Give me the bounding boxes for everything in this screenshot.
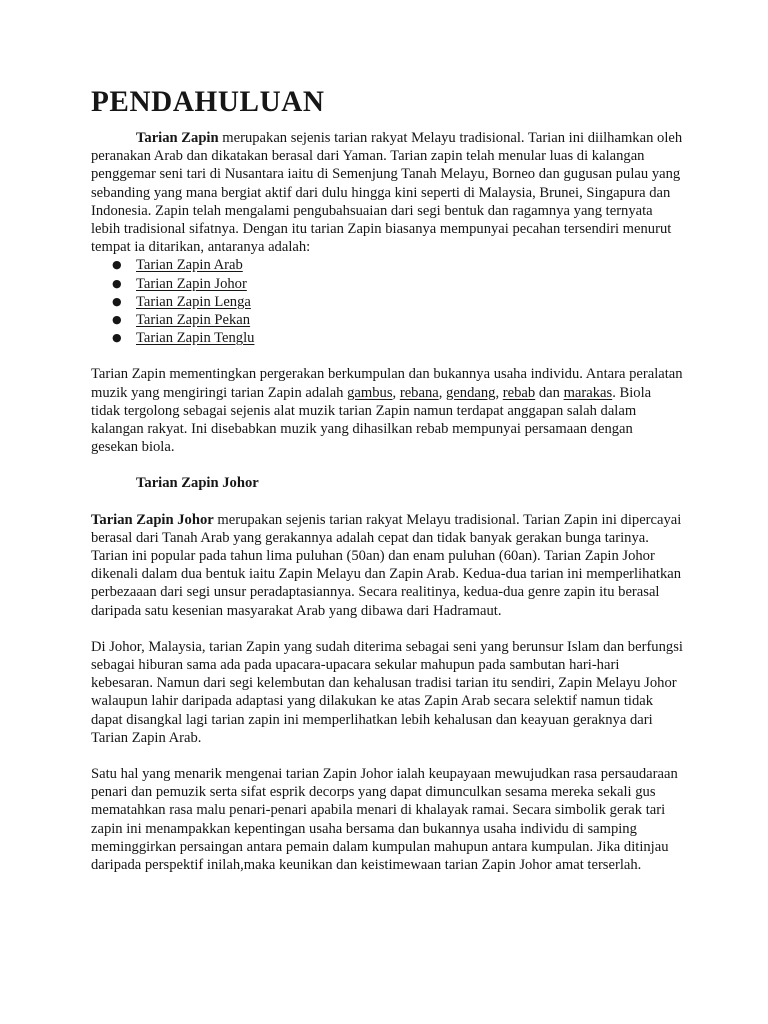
para2-text-2: . Biola tidak tergolong sebagai sejenis alat muzik tarian Zapin namun terdapat anggapan salah dalam kalangan rakyat. Ini disebabkan muzik yang dihasilkan rebab mempunyai persamaan dengan gesekan biola. [91,384,652,456]
para3-lead-bold: Tarian Zapin Johor [91,511,214,528]
spacer [91,620,683,638]
para2-sep-4: dan [535,384,564,401]
intro-paragraph [91,129,683,256]
spacer [91,456,683,474]
rebab-link[interactable]: rebab [502,384,536,401]
bullet-icon: ● [112,331,122,345]
para3-text: merupakan sejenis tarian rakyat Melayu tradisional. Tarian Zapin ini dipercayai berasal dari Tanah Arab yang gerakannya adalah cepat dan tidak banyak gerakan bunga tarinya. Tarian ini popular pada tahun lima puluhan (50an) dan enam puluhan (60an). Tarian Zapin Johor dikenali dalam dua bentuk iaitu Zapin Melayu dan Zapin Arab. Kedua-dua tarian ini memperlihatkan perbezaaan dari segi unsur peradaptasiannya. Secara realitinya, kedua-dua genre zapin itu berasal daripada satu kesenian masyarakat Arab yang dibawa dari Hadramaut. [91,511,682,619]
johor-malaysia-paragraph: Di Johor, Malaysia, tarian Zapin yang sudah diterima sebagai seni yang berunsur Islam dan berfungsi sebagai hiburan sama ada pada upacara-upacara sekular mahupun pada sambutan hari-hari kebesaran. Namun dari segi kelembutan dan kehalusan tradisi tarian itu sendiri, Zapin Melayu Johor walaupun lahir daripada adaptasi yang dilakukan ke atas Zapin Arab secara selektif namun tidak dapat disangkal lagi tarian zapin ini memperlihatkan lebih kehalusan dan keayuan geraknya dari Tarian Zapin Arab. [91,638,683,746]
list-item [112,256,683,274]
zapin-list [91,256,683,347]
rebana-link[interactable]: rebana [399,384,439,401]
intro-text: merupakan sejenis tarian rakyat Melayu tradisional. Tarian ini diilhamkan oleh peranakan Arab dan dikatakan berasal dari Yaman. Tarian zapin telah menular luas di kalangan penggemar seni tari di Nusantara iaitu di Semenjung Tanah Melayu, Borneo dan gugusan pulau yang sebanding yang mana bergiat aktif dari dulu hingga kini seperti di Malaysia, Brunei, Singapura dan Indonesia. Zapin telah mengalami pengubahsuaian dari segi bentuk dan ragamnya yang ternyata lebih tradisional sifatnya. Dengan itu tarian Zapin biasanya mempunyai pecahan tersendiri menurut tempat ia ditarikan, antaranya adalah: [91,130,683,256]
marakas-link[interactable]: marakas [563,384,613,401]
gendang-link[interactable]: gendang [446,384,496,401]
list-item [112,293,683,311]
zapin-tenglu-link[interactable]: Tarian Zapin Tenglu [136,330,255,347]
para2-sep-1: , [392,384,400,401]
intro-lead-bold: Tarian Zapin [136,130,219,146]
zapin-arab-link[interactable]: Tarian Zapin Arab [136,257,243,274]
bullet-icon: ● [112,276,122,290]
spacer [91,493,683,511]
document-body [91,86,683,874]
list-item [112,329,683,347]
bullet-icon: ● [112,312,122,326]
bullet-icon: ● [112,294,122,308]
instruments-paragraph [91,365,683,456]
zapin-lenga-link[interactable]: Tarian Zapin Lenga [136,293,251,310]
spacer [91,347,683,365]
section-heading: PENDAHULUAN [91,86,325,118]
spacer [91,747,683,765]
list-item [112,275,683,293]
gambus-link[interactable]: gambus [347,384,393,401]
para2-text-1: Tarian Zapin mementingkan pergerakan berkumpulan dan bukannya usaha individu. Antara peralatan muzik yang mengiringi tarian Zapin adalah [91,366,683,401]
para2-sep-2: , [438,384,447,401]
subsection-heading: Tarian Zapin Johor [136,475,259,492]
brotherhood-paragraph: Satu hal yang menarik mengenai tarian Zapin Johor ialah keupayaan mewujudkan rasa persaudaraan penari dan pemuzik serta sifat esprik decorps yang dapat dimunculkan sesama mereka sekali gus mematahkan rasa malu penari-penari apabila menari di khalayak ramai. Secara simbolik gerak tari zapin ini menampakkan kepentingan usaha bersama dan bukannya usaha individu di samping meminggirkan persaingan antara pemain dalam kumpulan mahupun antara kumpulan. Jika ditinjau daripada perspektif inilah,maka keunikan dan keistimewaan tarian Zapin Johor amat terserlah. [91,766,678,874]
zapin-johor-paragraph [91,511,683,620]
bullet-icon: ● [112,258,122,272]
para2-sep-3: , [495,384,503,401]
zapin-johor-link[interactable]: Tarian Zapin Johor [136,275,247,292]
list-item [112,311,683,329]
zapin-pekan-link[interactable]: Tarian Zapin Pekan [136,311,251,328]
